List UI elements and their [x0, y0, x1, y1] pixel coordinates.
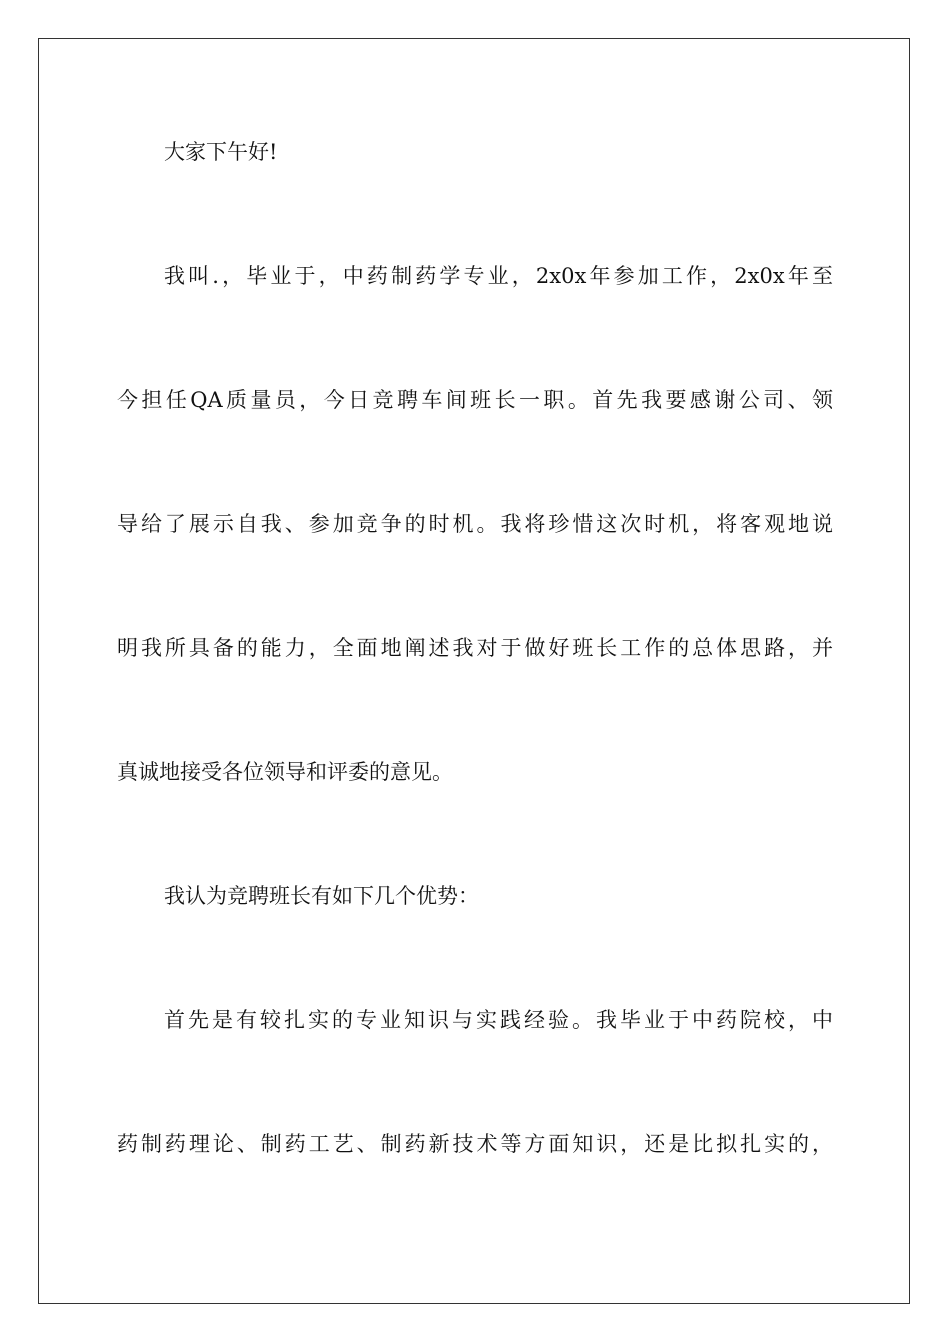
paragraph-1-line-4: 明我所具备的能力，全面地阐述我对于做好班长工作的总体思路，并	[117, 636, 833, 660]
paragraph-3-line-1: 首先是有较扎实的专业知识与实践经验。我毕业于中药院校，中	[164, 1008, 833, 1032]
paragraph-1-line-3: 导给了展示自我、参加竞争的时机。我将珍惜这次时机，将客观地说	[117, 512, 833, 536]
paragraph-1-line-2: 今担任QA质量员，今日竞聘车间班长一职。首先我要感谢公司、领	[117, 388, 833, 412]
page-frame	[38, 38, 910, 1304]
paragraph-1-line-1: 我叫.，毕业于，中药制药学专业，2x0x年参加工作，2x0x年至	[164, 264, 833, 288]
paragraph-1-line-5: 真诚地接受各位领导和评委的意见。	[117, 760, 453, 784]
greeting-line: 大家下午好!	[164, 140, 278, 164]
paragraph-2-line-1: 我认为竞聘班长有如下几个优势：	[164, 884, 479, 908]
paragraph-3-line-2: 药制药理论、制药工艺、制药新技术等方面知识，还是比拟扎实的，	[117, 1132, 833, 1156]
